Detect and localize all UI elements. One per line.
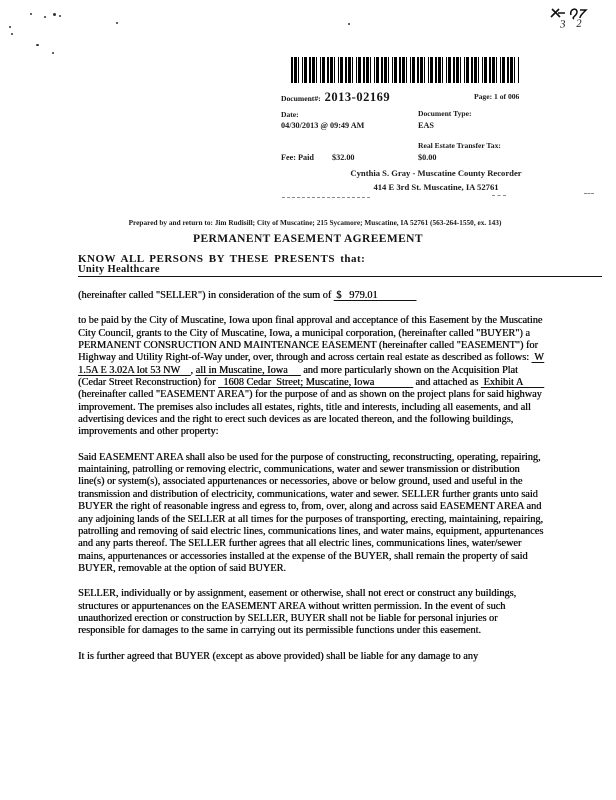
prepared-by-line: Prepared by and return to: Jim Rudisill; City of Muscatine; 215 Sycamore; Muscatine, IA 52761 (563-264-1550, ex. 143) <box>128 218 502 227</box>
scan-noise <box>53 13 56 16</box>
recorder-name: Cynthia S. Gray - Muscatine County Recorder <box>350 168 522 178</box>
scan-noise <box>44 16 46 18</box>
granting-paragraph: to be paid by the City of Muscatine, Iowa upon final approval and acceptance of this Easement by the Muscatine City Council, grants to the City of Muscatine, Iowa, a municipal corporation, (hereinafter called "BUYER") a PERMANENT CONSRUCTION AND MAINTENANCE EASEMENT (hereinafter called "EASEMENT") for Highway and Utility Right-of-Way under, over, through and across certain real estate as described as follows: W 1.5A E 3.02A lot 53 NW , all in Muscatine, Iowa and more particularly shown on the Acquisition Plat (Cedar Street Reconstruction) for 1608 Cedar Street; Muscatine, Iowa and attached as Exhibit A (hereinafter called "EASEMENT AREA") for the purpose of and as shown on the project plans for said highway improvement. The premises also includes all estates, rights, title and interests, including all easements, and all advertising devices and the right to erect such devices as are located thereon, and the following buildings, improvements and other property: <box>78 315 544 438</box>
scan-noise <box>348 23 350 25</box>
handwritten-note: 3 2 <box>559 17 587 31</box>
scan-noise <box>492 195 506 196</box>
document-number: 2013-02169 <box>324 90 391 104</box>
doc-type-value: EAS <box>418 121 434 130</box>
consideration-sum-line: (hereinafter called "SELLER") in consideration of the sum of $ 979.01 <box>78 290 417 301</box>
scan-noise <box>116 22 118 24</box>
easement-use-paragraph: Said EASEMENT AREA shall also be used for the purpose of constructing, reconstructing, operating, repairing, maintaining, patrolling or removing electric, communications, water and sewer transmission or distribution line(s) or system(s), associated appurtenances or necessories, above or below ground, used and useful in the transmission and distribution of electricity, communications, water and sewer. SELLER further grants unto said BUYER the right of reasonable ingress and egress to, from, over, along and across said EASEMENT AREA and any adjoining lands of the SELLER at all times for the purposes of transporting, erecting, maintaining, repairing, patrolling and removing of said electric lines, communications lines, and water mains, equipment, appurtenances and any parts thereof. The SELLER further agrees that all electric lines, communications lines, water/sewer mains, appurtenances or accessories installed at the expense of the BUYER, shall remain the property of said BUYER, removable at the option of said BUYER. <box>78 451 544 574</box>
doc-type-label: Document Type: <box>418 109 472 118</box>
date-label: Date: <box>281 110 299 119</box>
scan-noise <box>9 26 11 28</box>
know-all-heading: KNOW ALL PERSONS BY THESE PRESENTS that: <box>78 253 366 265</box>
transfer-tax-label: Real Estate Transfer Tax: <box>418 141 501 150</box>
scan-noise <box>11 33 13 35</box>
fee-value: $32.00 <box>332 153 355 162</box>
transfer-tax-value: $0.00 <box>418 153 437 162</box>
page-count: Page: 1 of 006 <box>474 92 520 101</box>
seller-name-line: Unity Healthcare <box>78 264 602 277</box>
scan-noise <box>59 15 61 17</box>
document-title: PERMANENT EASEMENT AGREEMENT <box>193 233 423 245</box>
scan-noise <box>30 13 32 15</box>
scan-noise <box>282 197 370 198</box>
scan-noise <box>52 52 54 54</box>
scan-noise <box>584 193 594 194</box>
document-number-row <box>281 88 390 106</box>
recorder-address: 414 E 3rd St. Muscatine, IA 52761 <box>373 182 499 192</box>
barcode <box>291 57 520 83</box>
scan-noise <box>36 44 39 46</box>
body-text <box>78 290 546 676</box>
document-number-label: Document#: <box>281 94 321 103</box>
date-value: 04/30/2013 @ 09:49 AM <box>281 121 365 130</box>
seller-restrictions-paragraph: SELLER, individually or by assignment, easement or otherwise, shall not erect or construct any buildings, structures or appurtenances on the EASEMENT AREA without written permission. In the event of such unauthorized erection or construction by SELLER, BUYER shall not be liable for personal injuries or responsible for damages to the same in carrying out its permissible functions under this easement. <box>78 588 517 637</box>
liability-paragraph: It is further agreed that BUYER (except as above provided) shall be liable for any damage to any <box>78 650 479 662</box>
fee-label: Fee: Paid <box>281 153 314 162</box>
